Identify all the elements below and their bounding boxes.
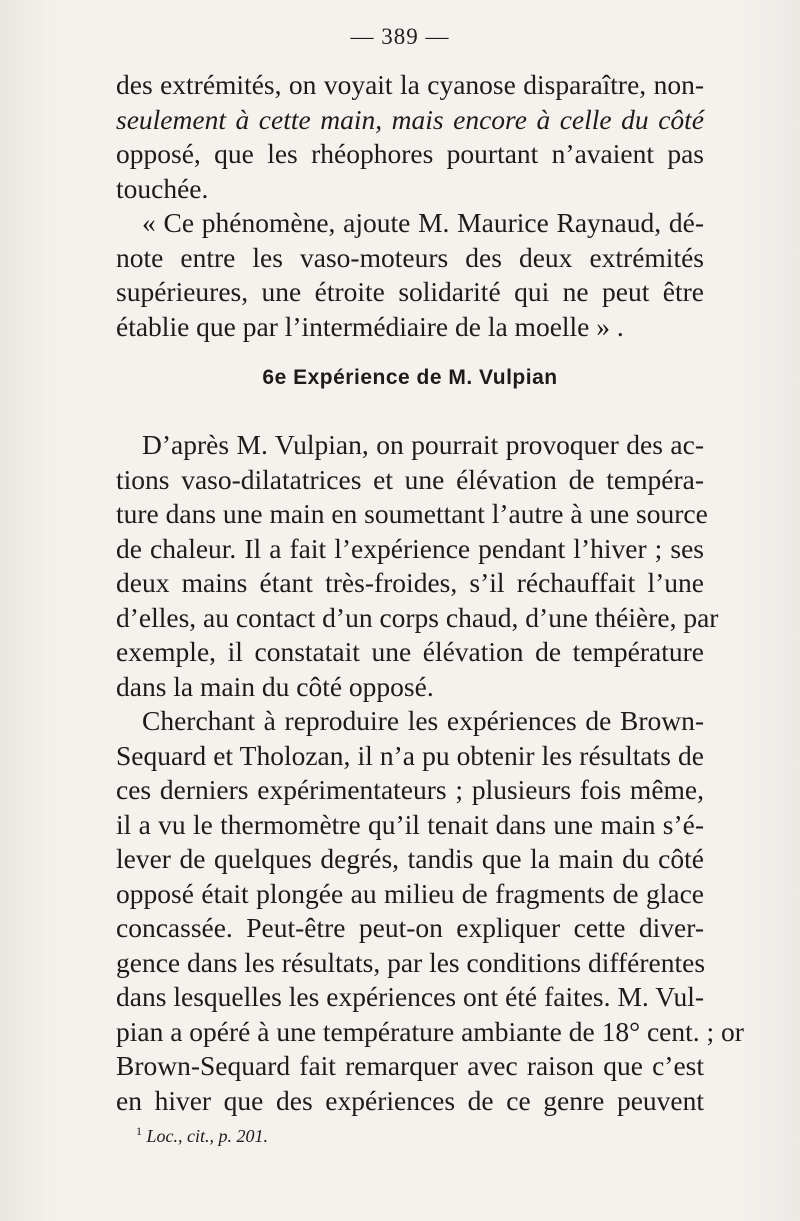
page-number: — 389 —: [350, 24, 450, 49]
para4-line-4: il a vu le thermomètre qu’il tenait dans une main s’é-: [116, 808, 704, 840]
para4-line-9: dans lesquelles les expériences ont été faites. M. Vul-: [116, 981, 704, 1012]
para4-line-2: Sequard et Tholozan, il n’a pu obtenir les résultats de: [116, 739, 704, 771]
para1-line-3: opposé, que les rhéophores pourtant n’avaient pas: [116, 138, 704, 169]
para3-line-6: d’elles, au contact d’un corps chaud, d’une théière, par: [116, 601, 719, 633]
footnote-text: Loc., cit., p. 201.: [146, 1126, 268, 1146]
para4-line-8: gence dans les résultats, par les conditions différentes: [116, 946, 706, 978]
para1-line-1: des extrémités, on voyait la cyanose disparaître, non-: [116, 69, 704, 100]
para4-line-7: concassée. Peut-être peut-on expliquer cette diver-: [116, 912, 704, 943]
para3-line-3: ture dans une main en soumettant l’autre à une source: [116, 498, 708, 529]
para2-line-3: supérieures, une étroite solidarité qui ne peut être: [116, 276, 704, 307]
para2-line-4: établie que par l’intermédiaire de la moelle » .: [116, 310, 624, 342]
para4-line-11: Brown-Sequard fait remarquer avec raison que c’est: [116, 1050, 704, 1081]
para3-line-4: de chaleur. Il a fait l’expérience pendant l’hiver ; ses: [116, 532, 704, 564]
para4-line-1: Cherchant à reproduire les expériences de Brown-: [142, 705, 704, 736]
para4-line-3: ces derniers expérimentateurs ; plusieurs fois même,: [116, 774, 704, 805]
para4-line-5: lever de quelques degrés, tandis que la main du côté: [116, 843, 704, 874]
para4-line-12: en hiver que des expériences de ce genre peuvent: [116, 1084, 704, 1116]
para2-line-2: note entre les vaso-moteurs des deux extrémités: [116, 241, 704, 273]
para3-line-7: exemple, il constatait une élévation de température: [116, 636, 704, 667]
section-heading: 6e Expérience de M. Vulpian: [262, 366, 558, 389]
para1-line-4: touchée.: [116, 172, 209, 204]
para4-line-10: pian a opéré à une température ambiante de 18° cent. ; or: [116, 1015, 744, 1047]
body-text-bottom: [116, 428, 744, 1118]
para3-line-1: D’après M. Vulpian, on pourrait provoquer des ac-: [142, 429, 704, 460]
para3-line-8: dans la main du côté opposé.: [116, 670, 434, 702]
para4-line-6: opposé était plongée au milieu de fragments de glace: [116, 877, 704, 909]
footnote: [136, 1124, 268, 1147]
para1-line-2: seulement à cette main, mais encore à celle du côté: [116, 103, 704, 135]
para3-line-2: tions vaso-dilatatrices et une élévation de tempéra-: [116, 463, 704, 495]
para3-line-5: deux mains étant très-froides, s’il réchauffait l’une: [116, 567, 704, 598]
body-text-top: [116, 68, 704, 344]
para2-line-1: « Ce phénomène, ajoute M. Maurice Raynaud, dé-: [142, 207, 704, 238]
footnote-marker: 1: [136, 1124, 142, 1138]
